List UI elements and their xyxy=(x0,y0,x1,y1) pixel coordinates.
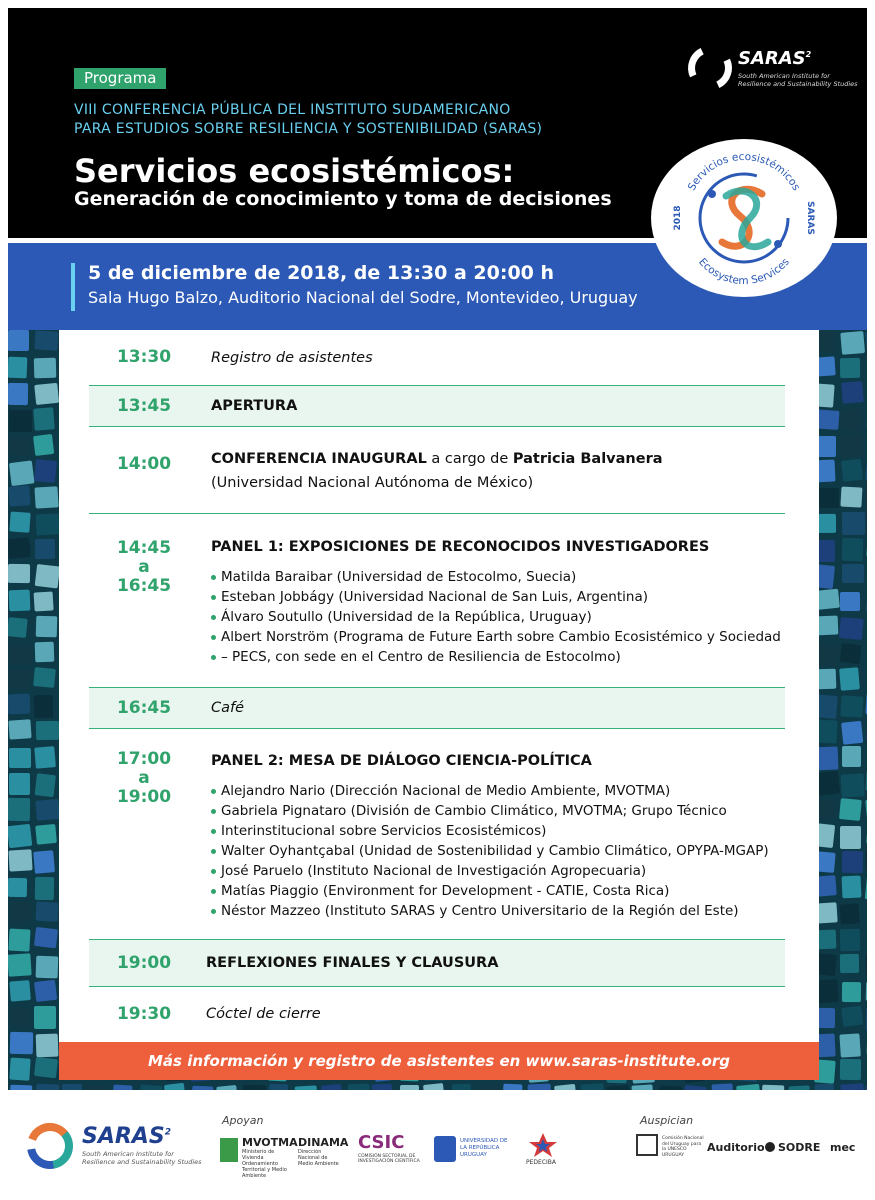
saras-footer-sup: 2 xyxy=(164,1127,171,1138)
time-13-45: 13:45 xyxy=(116,396,172,416)
event-venue: Sala Hugo Balzo, Auditorio Nacional del Sodre, Montevideo, Uruguay xyxy=(88,288,638,307)
mosaic-tile xyxy=(840,486,862,507)
seal-year-text: 2018 xyxy=(673,205,683,231)
csic-logo: CSIC xyxy=(358,1132,405,1153)
mosaic-tile xyxy=(9,901,31,922)
saras-logo-header xyxy=(688,46,868,92)
mosaic-tile xyxy=(164,1083,186,1090)
saras-footer-name: SARAS xyxy=(82,1124,165,1149)
conference-line-2: PARA ESTUDIOS SOBRE RESILIENCIA Y SOSTENIBILIDAD (SARAS) xyxy=(74,121,543,137)
schedule-row-panel-2 xyxy=(89,747,785,927)
mosaic-tile xyxy=(269,1084,288,1090)
mvotma-flag-icon xyxy=(220,1138,238,1162)
mosaic-tile xyxy=(139,1084,163,1090)
dinama-subtitle: Dirección Nacional de Medio Ambiente xyxy=(298,1149,339,1167)
seal-saras-text: SARAS xyxy=(805,201,815,235)
mosaic-tile xyxy=(840,1083,864,1090)
time-a-2: a xyxy=(138,768,150,788)
mosaic-tile xyxy=(9,644,32,665)
mosaic-tile xyxy=(866,486,867,510)
mosaic-tile xyxy=(34,330,58,351)
time-14-00: 14:00 xyxy=(116,454,172,474)
mosaic-tile xyxy=(840,643,862,664)
apoyan-label: Apoyan xyxy=(222,1114,264,1127)
mosaic-tile xyxy=(840,954,859,973)
mosaic-tile xyxy=(866,851,867,871)
mosaic-tile xyxy=(866,407,867,429)
list-item: José Paruelo (Instituto Nacional de Investigación Agropecuaria) xyxy=(211,861,769,881)
list-item-continuation-text: Interinstitucional sobre Servicios Ecosistémicos) xyxy=(221,823,547,839)
mosaic-tile xyxy=(8,929,30,952)
mosaic-tile xyxy=(9,1058,30,1081)
udelar-logo: UNIVERSIDAD DE LA REPÚBLICA URUGUAY xyxy=(460,1138,508,1158)
udelar-shield-icon xyxy=(434,1136,456,1162)
mosaic-tile xyxy=(865,693,867,715)
mosaic-tile xyxy=(36,513,60,535)
mosaic-tile xyxy=(841,1006,863,1027)
panel-1-list xyxy=(211,567,781,667)
saras-logo-subtitle: South American Institute for Resilience and Sustainability Studies xyxy=(738,72,858,88)
mosaic-tile xyxy=(789,1085,811,1090)
mosaic-tile xyxy=(842,538,864,562)
mosaic-tile xyxy=(243,1085,267,1090)
mosaic-tile xyxy=(8,719,31,739)
auspician-label: Auspician xyxy=(640,1114,694,1127)
list-item-continuation xyxy=(211,647,781,667)
list-item-continuation xyxy=(211,821,769,841)
mosaic-tile xyxy=(216,1085,238,1090)
list-item: Esteban Jobbágy (Universidad Nacional de San Luis, Argentina) xyxy=(211,587,781,607)
mosaic-tile xyxy=(348,1084,371,1090)
time-a-1: a xyxy=(138,557,150,577)
mosaic-tile xyxy=(866,771,867,791)
schedule-row-coctel xyxy=(89,1000,785,1030)
mosaic-tile xyxy=(9,460,35,486)
unesco-temple-icon xyxy=(636,1134,658,1156)
mosaic-tile xyxy=(9,410,32,432)
mosaic-tile xyxy=(839,903,859,924)
mosaic-tile xyxy=(842,512,865,535)
seal-top-text: Servicios ecosistémicos xyxy=(685,150,803,193)
mosaic-tile xyxy=(36,721,59,740)
mosaic-tile xyxy=(683,1085,707,1090)
conferencia-speaker: Patricia Balvanera xyxy=(512,451,663,467)
mosaic-tile xyxy=(554,1084,577,1090)
schedule-row-conferencia xyxy=(89,444,785,504)
panel-2-list xyxy=(211,781,769,921)
mosaic-tile xyxy=(8,435,31,456)
time-19-00-end: 19:00 xyxy=(116,787,172,807)
mosaic-tile xyxy=(8,537,31,559)
mosaic-tile xyxy=(8,357,27,379)
mvotma-logo: MVOTMA xyxy=(242,1136,298,1149)
mosaic-tile xyxy=(8,564,30,583)
list-item: Matilda Baraibar (Universidad de Estocolmo, Suecia) xyxy=(211,567,781,587)
seal-graphic xyxy=(650,138,838,298)
mosaic-tile xyxy=(658,1085,682,1090)
pedeciba-logo: PEDECIBA xyxy=(526,1159,556,1166)
mosaic-tile xyxy=(8,669,31,689)
mosaic-tile xyxy=(842,564,864,583)
auditorio-logo: Auditorio xyxy=(707,1141,765,1154)
band-accent-bar xyxy=(71,263,75,311)
mosaic-tile xyxy=(33,850,55,874)
dinama-logo: DINAMA xyxy=(298,1136,349,1149)
conferencia-affiliation: (Universidad Nacional Autónoma de México) xyxy=(211,475,534,491)
mosaic-tile xyxy=(9,511,30,532)
mosaic-tile xyxy=(9,773,30,795)
mosaic-tile xyxy=(839,667,860,691)
time-16-45-end: 16:45 xyxy=(116,576,172,596)
mosaic-tile xyxy=(866,720,867,742)
conferencia-title: CONFERENCIA INAUGURAL xyxy=(211,451,427,467)
mosaic-tile xyxy=(865,798,867,820)
schedule-row-clausura xyxy=(89,939,785,987)
mosaic-tile xyxy=(35,901,58,921)
mosaic-tile xyxy=(8,849,32,871)
mosaic-tile xyxy=(321,1084,343,1090)
mosaic-tile xyxy=(423,1083,445,1090)
label-registro: Registro de asistentes xyxy=(211,350,373,366)
conferencia-mid: a cargo de xyxy=(426,451,513,467)
mosaic-tile xyxy=(35,877,54,900)
mosaic-tile xyxy=(8,330,29,351)
list-item: Walter Oyhantçabal (Unidad de Sostenibilidad y Cambio Climático, OPYPA-MGAP) xyxy=(211,841,769,861)
mosaic-tile xyxy=(35,564,60,589)
mosaic-tile xyxy=(8,485,30,507)
mosaic-tile xyxy=(840,358,860,378)
mosaic-tile xyxy=(36,1034,59,1058)
mosaic-tile xyxy=(34,383,59,405)
pedeciba-star-icon xyxy=(528,1132,558,1158)
mosaic-tile xyxy=(8,878,27,897)
mosaic-tile xyxy=(35,824,57,845)
time-19-30: 19:30 xyxy=(116,1004,172,1024)
mosaic-tile xyxy=(840,331,865,355)
mosaic-tile xyxy=(34,1057,58,1078)
mosaic-tile xyxy=(631,1084,653,1090)
conference-line-1: VIII CONFERENCIA PÚBLICA DEL INSTITUTO SUDAMERICANO xyxy=(74,102,511,118)
mosaic-tile xyxy=(36,956,59,979)
schedule-row-cafe xyxy=(89,687,785,729)
mosaic-tile xyxy=(33,667,56,688)
mosaic-tile xyxy=(452,1084,472,1090)
list-item: Alejandro Nario (Dirección Nacional de Medio Ambiente, MVOTMA) xyxy=(211,781,769,801)
mosaic-tile xyxy=(842,876,862,899)
mosaic-tile xyxy=(503,1084,523,1090)
mosaic-tile xyxy=(8,798,30,821)
mosaic-tile xyxy=(62,1084,82,1090)
seal-dot-right xyxy=(774,240,782,248)
mosaic-tile xyxy=(8,824,32,848)
mosaic-tile xyxy=(842,746,861,767)
time-17-00: 17:00 xyxy=(116,749,172,769)
mosaic-tile xyxy=(840,826,861,849)
sodre-logo: SODRE xyxy=(778,1141,821,1154)
list-item: Néstor Mazzeo (Instituto SARAS y Centro Universitario de la Región del Este) xyxy=(211,901,769,921)
more-info-bar[interactable]: Más información y registro de asistentes en www.saras-institute.org xyxy=(59,1042,819,1080)
seal-dot-left xyxy=(708,190,716,198)
mosaic-tile xyxy=(839,617,864,640)
unesco-logo: Comisión Nacional del Uruguay para la UNESCO URUGUAY xyxy=(662,1136,704,1158)
ecosystem-services-seal xyxy=(650,138,838,298)
mosaic-tile xyxy=(866,537,867,558)
list-item: Gabriela Pignataro (División de Cambio Climático, MVOTMA; Grupo Técnico xyxy=(211,801,769,821)
time-19-00: 19:00 xyxy=(116,953,172,973)
mosaic-tile xyxy=(866,954,867,975)
time-14-45: 14:45 xyxy=(116,538,172,558)
mosaic-tile xyxy=(842,982,861,1002)
schedule-row-apertura xyxy=(89,385,785,427)
mosaic-tile xyxy=(865,877,867,901)
time-16-45: 16:45 xyxy=(116,698,172,718)
programa-badge: Programa xyxy=(74,68,166,89)
sodre-dot-icon xyxy=(765,1142,775,1152)
time-13-30: 13:30 xyxy=(116,347,172,367)
mosaic-tile xyxy=(762,1085,785,1090)
list-item: Albert Norström (Programa de Future Earth sobre Cambio Ecosistémico y Sociedad xyxy=(211,627,781,647)
event-date: 5 de diciembre de 2018, de 13:30 a 20:00 h xyxy=(88,262,555,284)
list-item: Álvaro Soutullo (Universidad de la República, Uruguay) xyxy=(211,607,781,627)
label-conferencia xyxy=(211,449,663,469)
mosaic-tile xyxy=(86,1086,110,1090)
mosaic-tile xyxy=(816,746,839,770)
saras-ring-icon xyxy=(682,40,738,96)
mosaic-tile xyxy=(839,1033,860,1057)
mosaic-tile xyxy=(8,383,28,405)
mosaic-tile xyxy=(839,798,862,821)
schedule-card xyxy=(59,330,819,1042)
page-subtitle: Generación de conocimiento y toma de decisiones xyxy=(74,188,612,210)
mosaic-tile xyxy=(866,982,867,1002)
mosaic-tile xyxy=(295,1085,318,1090)
mosaic-tile xyxy=(34,591,54,611)
sponsors-footer xyxy=(0,1092,875,1200)
mosaic-tile xyxy=(8,694,30,715)
panel-1-title: PANEL 1: EXPOSICIONES DE RECONOCIDOS INVESTIGADORES xyxy=(211,539,710,555)
mosaic-tile xyxy=(528,1084,552,1090)
label-coctel: Cóctel de cierre xyxy=(206,1006,321,1022)
mosaic-tile xyxy=(8,953,32,976)
mosaic-tile xyxy=(34,1006,56,1029)
label-clausura: REFLEXIONES FINALES Y CLAUSURA xyxy=(206,955,499,971)
mosaic-tile xyxy=(34,459,57,483)
mosaic-tile xyxy=(35,773,56,797)
panel-2-title: PANEL 2: MESA DE DIÁLOGO CIENCIA-POLÍTICA xyxy=(211,753,592,769)
mosaic-tile xyxy=(712,1083,734,1090)
mosaic-tile xyxy=(580,1083,604,1090)
mosaic-tile xyxy=(816,488,839,508)
mosaic-tile xyxy=(476,1084,500,1090)
saras-footer-subtitle: South American Institute for Resilience and Sustainability Studies xyxy=(82,1150,202,1166)
mosaic-tile xyxy=(840,929,860,951)
mvotma-subtitle: Ministerio de Vivienda Ordenamiento Territorial y Medio Ambiente xyxy=(242,1149,287,1179)
mosaic-tile xyxy=(35,642,55,663)
mosaic-tile xyxy=(840,1059,861,1080)
mec-logo: mec xyxy=(830,1141,856,1154)
mosaic-tile xyxy=(841,721,863,745)
separator xyxy=(89,513,785,514)
mosaic-tile xyxy=(840,695,863,717)
mosaic-tile xyxy=(841,459,863,482)
mosaic-tile xyxy=(9,748,31,768)
mosaic-tile xyxy=(34,486,58,508)
mosaic-tile xyxy=(9,590,31,612)
mosaic-tile xyxy=(10,1085,33,1090)
mosaic-tile xyxy=(33,407,55,431)
mosaic-tile xyxy=(866,1008,867,1031)
mosaic-tile xyxy=(34,695,53,718)
mosaic-tile xyxy=(840,592,860,611)
mosaic-tile xyxy=(400,1085,419,1090)
label-apertura: APERTURA xyxy=(211,398,298,414)
mosaic-tile xyxy=(35,539,55,559)
mosaic-tile xyxy=(840,409,862,432)
mosaic-tile xyxy=(865,330,867,355)
mosaic-tile xyxy=(372,1084,393,1090)
mosaic-tile xyxy=(606,1085,629,1090)
mosaic-tile xyxy=(36,1084,60,1090)
mosaic-tile xyxy=(865,459,867,482)
page-title: Servicios ecosistémicos: xyxy=(74,152,515,190)
schedule-row-registro xyxy=(89,344,785,372)
saras-logo-name: SARAS xyxy=(738,48,806,69)
mosaic-tile xyxy=(9,980,31,1002)
list-item: Matías Piaggio (Environment for Development - CATIE, Costa Rica) xyxy=(211,881,769,901)
mosaic-tile xyxy=(865,1084,867,1090)
mosaic-tile xyxy=(9,1006,31,1027)
saras-logo-icon xyxy=(24,1120,76,1172)
mosaic-tile xyxy=(10,1032,33,1054)
mosaic-tile xyxy=(192,1086,214,1090)
mosaic-tile xyxy=(842,851,863,873)
mosaic-tile xyxy=(34,746,56,769)
saras-logo-sup: 2 xyxy=(805,50,812,59)
mosaic-tile xyxy=(36,616,58,638)
csic-subtitle: COMISIÓN SECTORIAL DE INVESTIGACIÓN CIENTÍFICA xyxy=(358,1154,420,1164)
mosaic-tile xyxy=(839,433,864,458)
mosaic-tile xyxy=(34,980,57,1002)
mosaic-tile xyxy=(866,824,867,844)
mosaic-tile xyxy=(34,927,58,948)
mosaic-tile xyxy=(815,1084,835,1090)
mosaic-tile xyxy=(841,381,864,404)
label-cafe: Café xyxy=(211,700,245,716)
schedule-row-panel-1 xyxy=(89,533,785,673)
mosaic-tile xyxy=(33,434,54,456)
mosaic-tile xyxy=(35,799,60,821)
mosaic-tile xyxy=(34,358,57,379)
list-item-continuation-text: – PECS, con sede en el Centro de Resiliencia de Estocolmo) xyxy=(221,649,621,665)
mosaic-tile xyxy=(8,617,28,638)
seal-bottom-text: Ecosystem Services xyxy=(696,256,792,288)
mosaic-tile xyxy=(112,1085,132,1090)
mosaic-tile xyxy=(736,1084,761,1090)
mosaic-tile xyxy=(841,773,865,797)
